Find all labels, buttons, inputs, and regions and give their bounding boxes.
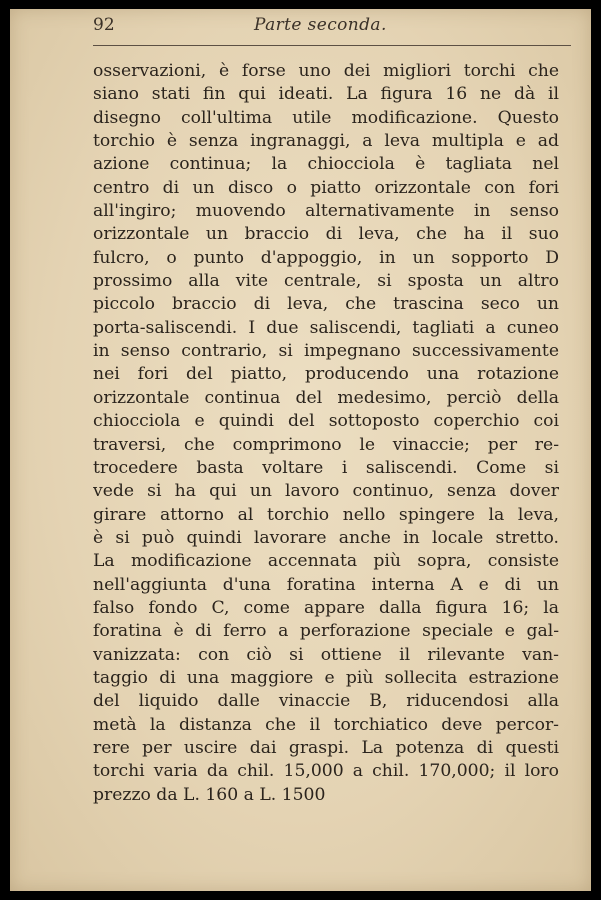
text-line: nell'aggiunta d'una foratina interna A e di un <box>93 574 559 595</box>
text-line: vanizzata: con ciò si ottiene il rilevante van- <box>93 644 559 665</box>
text-line-last: prezzo da L. 160 a L. 1500 <box>93 784 326 805</box>
text-line: torchi varia da chil. 15,000 a chil. 170,000; il loro <box>93 761 559 782</box>
text-line: foratina è di ferro a perforazione speciale e gal- <box>93 621 559 642</box>
text-line: taggio di una maggiore e più sollecita estrazione <box>93 667 559 688</box>
page-number: 92 <box>93 15 115 35</box>
text-line: del liquido dalle vinaccie B, riducendosi alla <box>93 691 559 712</box>
text-line: girare attorno al torchio nello spingere la leva, <box>93 504 559 525</box>
text-line: all'ingiro; muovendo alternativamente in senso <box>93 201 559 222</box>
text-line: in senso contrario, si impegnano successivamente <box>93 341 559 362</box>
page-scan <box>10 9 591 891</box>
text-line: disegno coll'ultima utile modificazione. Questo <box>93 107 559 128</box>
text-line: orizzontale continua del medesimo, perciò della <box>93 387 559 408</box>
text-line: centro di un disco o piatto orizzontale con fori <box>93 177 559 198</box>
text-line: falso fondo C, come appare dalla figura 16; la <box>93 597 559 618</box>
text-line: osservazioni, è forse uno dei migliori torchi che <box>93 61 559 81</box>
text-line: torchio è senza ingranaggi, a leva multipla e ad <box>93 131 559 152</box>
text-line: trocedere basta voltare i saliscendi. Come si <box>93 457 559 478</box>
text-line: rere per uscire dai graspi. La potenza di questi <box>93 737 559 758</box>
header-rule <box>93 45 571 46</box>
text-line: piccolo braccio di leva, che trascina seco un <box>93 294 559 315</box>
running-head: Parte seconda. <box>254 15 387 35</box>
text-line: nei fori del piatto, producendo una rotazione <box>93 364 559 385</box>
text-line: chiocciola e quindi del sottoposto coperchio coi <box>93 411 559 432</box>
text-line: è si può quindi lavorare anche in locale stretto. <box>93 527 559 548</box>
text-line: azione continua; la chiocciola è tagliata nel <box>93 154 559 175</box>
text-line: siano stati fin qui ideati. La figura 16 ne dà il <box>93 84 559 105</box>
text-line: traversi, che comprimono le vinaccie; per re- <box>93 434 559 455</box>
text-line: prossimo alla vite centrale, si sposta un altro <box>93 271 559 292</box>
text-line: metà la distanza che il torchiatico deve percor- <box>93 714 559 735</box>
text-line: orizzontale un braccio di leva, che ha il suo <box>93 224 559 245</box>
text-line: porta-saliscendi. I due saliscendi, tagliati a cuneo <box>93 317 559 338</box>
body-text <box>93 60 559 807</box>
text-line: fulcro, o punto d'appoggio, in un sopporto D <box>93 247 559 268</box>
text-line: vede si ha qui un lavoro continuo, senza dover <box>93 481 559 502</box>
text-line: La modificazione accennata più sopra, consiste <box>93 551 559 572</box>
